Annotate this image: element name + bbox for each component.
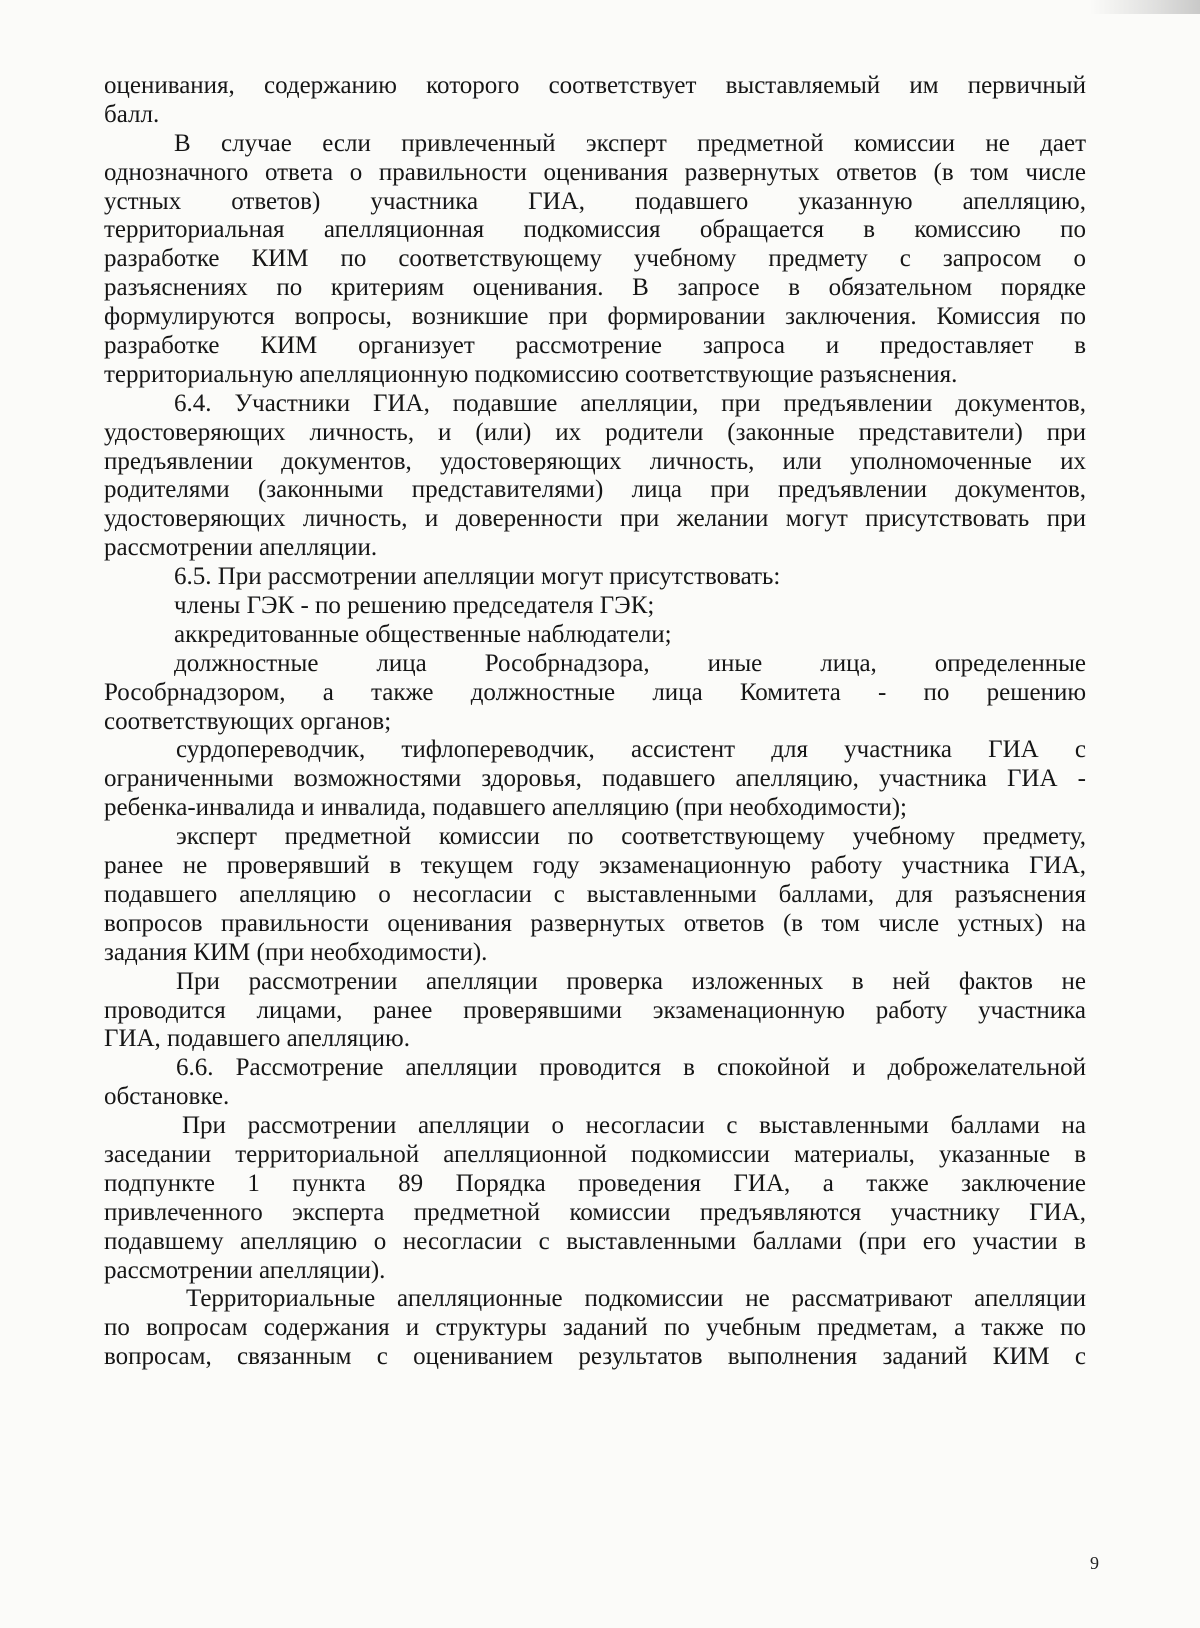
text-line: обстановке.: [104, 1083, 230, 1111]
text-line: Рособрнадзором, а также должностные лица Комитета - по решению: [104, 678, 1086, 706]
text-line: привлеченного эксперта предметной комиссии предъявляются участнику ГИА,: [104, 1198, 1086, 1226]
text-line: При рассмотрении апелляции о несогласии с выставленными баллами на: [182, 1112, 1086, 1140]
text-line: по вопросам содержания и структуры заданий по учебным предметам, а также по: [104, 1314, 1086, 1342]
text-line: подавшему апелляцию о несогласии с выставленными баллами (при его участии в: [104, 1227, 1086, 1255]
text-line: оценивания, содержанию которого соответствует выставляемый им первичный: [104, 72, 1086, 99]
text-line: территориальная апелляционная подкомиссия обращается в комиссию по: [104, 216, 1086, 244]
text-line: территориальную апелляционную подкомиссию соответствующие разъяснения.: [104, 360, 958, 388]
text-line: ребенка-инвалида и инвалида, подавшего апелляцию (при необходимости);: [104, 794, 907, 822]
text-line: сурдопереводчик, тифлопереводчик, ассистент для участника ГИА с: [176, 736, 1086, 764]
text-line: проводится лицами, ранее проверявшими экзаменационную работу участника: [104, 996, 1086, 1024]
text-line: балл.: [104, 100, 160, 128]
text-line: подавшего апелляцию о несогласии с выставленными баллами, для разъяснения: [104, 880, 1086, 908]
text-line: вопросов правильности оценивания развернутых ответов (в том числе устных) на: [104, 909, 1086, 937]
text-line: аккредитованные общественные наблюдатели;: [174, 620, 672, 648]
text-line: соответствующих органов;: [104, 707, 392, 735]
text-line: устных ответов) участника ГИА, подавшего указанную апелляцию,: [104, 187, 1086, 215]
text-line: удостоверяющих личность, и (или) их родители (законные представители) при: [104, 418, 1086, 446]
text-line: рассмотрении апелляции.: [104, 534, 378, 562]
text-line: 6.4. Участники ГИА, подавшие апелляции, при предъявлении документов,: [174, 389, 1086, 417]
text-line: однозначного ответа о правильности оценивания развернутых ответов (в том числе: [104, 158, 1086, 186]
text-line: При рассмотрении апелляции проверка изложенных в ней фактов не: [176, 967, 1086, 995]
page-number: 9: [1090, 1553, 1099, 1573]
text-line: задания КИМ (при необходимости).: [104, 938, 488, 966]
text-line: заседании территориальной апелляционной подкомиссии материалы, указанные в: [104, 1140, 1086, 1168]
text-line: предъявлении документов, удостоверяющих личность, или уполномоченные их: [104, 447, 1086, 475]
text-line: члены ГЭК - по решению председателя ГЭК;: [174, 592, 655, 620]
text-line: разработке КИМ по соответствующему учебному предмету с запросом о: [104, 245, 1086, 273]
text-line: 6.5. При рассмотрении апелляции могут присутствовать:: [174, 563, 781, 591]
document-body: [104, 72, 1086, 1372]
scan-corner-artifact: [1090, 0, 1200, 14]
text-line: вопросам, связанным с оцениванием результатов выполнения заданий КИМ с: [104, 1343, 1086, 1371]
text-line: 6.6. Рассмотрение апелляции проводится в спокойной и доброжелательной: [176, 1054, 1086, 1082]
text-line: должностные лица Рособрнадзора, иные лица, определенные: [174, 649, 1086, 677]
text-line: эксперт предметной комиссии по соответствующему учебному предмету,: [176, 823, 1086, 851]
text-line: удостоверяющих личность, и доверенности при желании могут присутствовать при: [104, 505, 1086, 533]
text-line: рассмотрении апелляции).: [104, 1256, 386, 1284]
text-line: Территориальные апелляционные подкомиссии не рассматривают апелляции: [186, 1285, 1086, 1313]
text-line: подпункте 1 пункта 89 Порядка проведения ГИА, а также заключение: [104, 1169, 1086, 1197]
text-line: ранее не проверявший в текущем году экзаменационную работу участника ГИА,: [104, 852, 1086, 880]
text-line: родителями (законными представителями) лица при предъявлении документов,: [104, 476, 1086, 504]
text-line: разработке КИМ организует рассмотрение запроса и предоставляет в: [104, 332, 1086, 360]
text-line: формулируются вопросы, возникшие при формировании заключения. Комиссия по: [104, 303, 1086, 331]
text-line: В случае если привлеченный эксперт предметной комиссии не дает: [174, 129, 1086, 157]
text-line: разъяснениях по критериям оценивания. В запросе в обязательном порядке: [104, 274, 1086, 302]
text-line: ГИА, подавшего апелляцию.: [104, 1025, 410, 1053]
text-line: ограниченными возможностями здоровья, подавшего апелляцию, участника ГИА -: [104, 765, 1086, 793]
